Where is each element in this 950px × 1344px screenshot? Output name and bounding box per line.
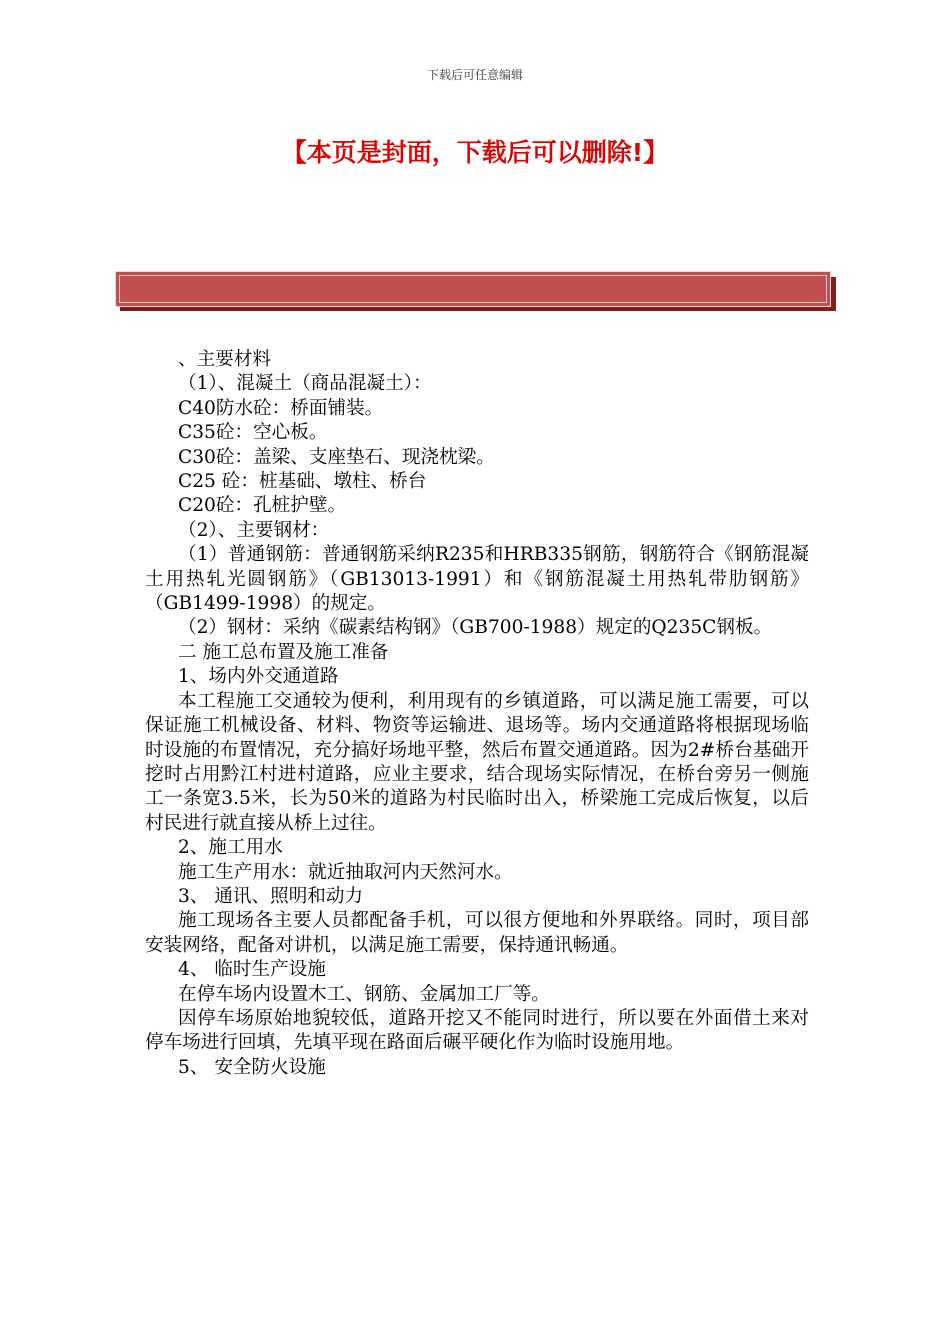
banner-inner-border — [119, 275, 827, 303]
paragraph-workshops: 在停车场内设置木工、钢筋、金属加工厂等。 — [178, 983, 550, 1005]
cover-notice: 【本页是封面，下载后可以删除!】 — [281, 138, 669, 167]
concrete-item-c20: C20砼：孔桩护壁。 — [178, 495, 347, 517]
paragraph-parking-backfill: 因停车场原始地貌较低，道路开挖又不能同时进行，所以要在外面借土来对停车场进行回填，先填平现在路面后碾平硬化作为临时设施用地。 — [145, 1007, 809, 1054]
subheading-fire-safety: 5、 安全防火设施 — [178, 1056, 326, 1078]
subheading-temporary-facilities: 4、 临时生产设施 — [178, 959, 326, 981]
concrete-item-c35: C35砼：空心板。 — [178, 422, 328, 444]
header-note: 下载后可任意编辑 — [426, 68, 523, 82]
paragraph-communication: 施工现场各主要人员都配备手机，可以很方便地和外界联络。同时，项目部安装网络，配备对讲机，以满足施工需要，保持通讯畅通。 — [145, 910, 809, 956]
paragraph-steel-plate: （2）钢材：采纳《碳素结构钢》（GB700-1988）规定的Q235C钢板。 — [178, 617, 773, 639]
subheading-steel: （2）、主要钢材： — [178, 519, 330, 541]
subheading-roads: 1、场内外交通道路 — [178, 666, 339, 688]
section-heading-general-layout: 二 施工总布置及施工准备 — [178, 641, 389, 663]
decorative-banner — [115, 271, 831, 307]
concrete-item-c40: C40防水砼：桥面铺装。 — [178, 397, 384, 419]
concrete-item-c25: C25 砼：桩基础、墩柱、桥台 — [178, 471, 427, 493]
paragraph-water: 施工生产用水：就近抽取河内天然河水。 — [178, 861, 513, 883]
paragraph-roads: 本工程施工交通较为便利，利用现有的乡镇道路，可以满足施工需要，可以保证施工机械设备、材料、物资等运输进、退场等。场内交通道路将根据现场临时设施的布置情况，充分搞好场地平整，然后布置交通道路。因为2#桥台基础开挖时占用黔江村进村道路，应业主要求，结合现场实际情况，在桥台旁另一侧施工一条宽3.5米，长为50米的道路为村民临时出入，桥梁施工完成后恢复，以后村民进行就直接从桥上过往。 — [145, 690, 809, 834]
paragraph-rebar: （1）普通钢筋：普通钢筋采纳R235和HRB335钢筋，钢筋符合《钢筋混凝土用热轧光圆钢筋》（GB13013-1991）和《钢筋混凝土用热轧带肋钢筋》（GB1499-1998）的规定。 — [145, 544, 809, 615]
subheading-concrete: （1）、混凝土（商品混凝土）： — [178, 373, 432, 395]
document-body — [145, 348, 809, 1080]
section-heading-main-materials: 、主要材料 — [178, 349, 271, 370]
subheading-water: 2、施工用水 — [178, 837, 283, 859]
subheading-communication: 3、 通讯、照明和动力 — [178, 885, 364, 907]
concrete-item-c30: C30砼：盖梁、支座垫石、现浇枕梁。 — [178, 446, 495, 468]
